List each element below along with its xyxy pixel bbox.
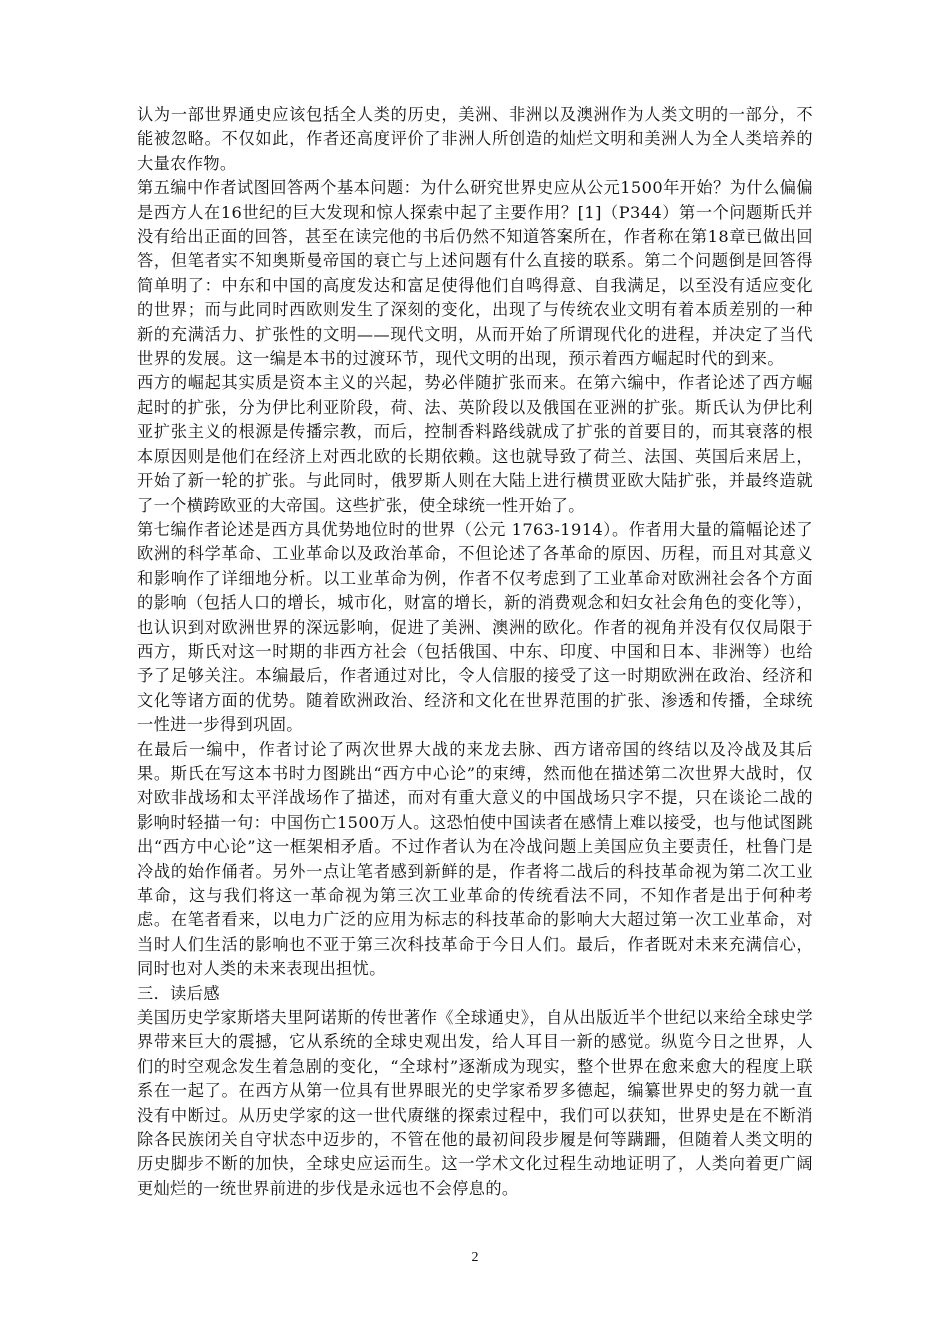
page-number: 2 <box>471 1250 479 1265</box>
paragraph-reflection: 美国历史学家斯塔夫里阿诺斯的传世著作《全球通史》，自从出版近半个世纪以来给全球史学界带来巨大的震撼，它从系统的全球史观出发，给人耳目一新的感觉。纵览今日之世界，人们的时空观念发生着急剧的变化，“全球村”逐渐成为现实，整个世界在愈来愈大的程度上联系在一起了。在西方从第一位具有世界眼光的史学家希罗多德起，编纂世界史的努力就一直没有中断过。从历史学家的这一世代赓继的探索过程中，我们可以获知，世界史是在不断消除各民族闭关自守状态中迈步的，不管在他的最初间段步履是何等蹒跚，但随着人类文明的历史脚步不断的加快，全球史应运而生。这一学术文化过程生动地证明了，人类向着更广阔更灿烂的一统世界前进的步伐是永远也不会停息的。 <box>137 1008 813 1198</box>
paragraph-part-seven: 第七编作者论述是西方具优势地位时的世界（公元 1763-1914）。作者用大量的篇幅论述了欧洲的科学革命、工业革命以及政治革命，不但论述了各革命的原因、历程，而且对其意义和影响作了详细地分析。以工业革命为例，作者不仅考虑到了工业革命对欧洲社会各个方面的影响（包括人口的增长，城市化，财富的增长，新的消费观念和妇女社会角色的变化等），也认识到对欧洲世界的深远影响，促进了美洲、澳洲的欧化。作者的视角并没有仅仅局限于西方，斯氏对这一时期的非西方社会（包括俄国、中东、印度、中国和日本、非洲等）也给予了足够关注。本编最后，作者通过对比，令人信服的接受了这一时期欧洲在政治、经济和文化等诸方面的优势。随着欧洲政治、经济和文化在世界范围的扩张、渗透和传播，全球统一性进一步得到巩固。 <box>137 519 813 735</box>
paragraph-part-five: 第五编中作者试图回答两个基本问题：为什么研究世界史应从公元1500年开始？为什么偏偏是西方人在16世纪的巨大发现和惊人探索中起了主要作用？[1]（P344）第一个问题斯氏并没有给出正面的回答，甚至在读完他的书后仍然不知道答案所在，作者称在第18章已做出回答，但笔者实不知奥斯曼帝国的衰亡与上述问题有什么直接的联系。第二个问题倒是回答得简单明了：中东和中国的高度发达和富足使得他们自鸣得意、自我满足，以至没有适应变化的世界；而与此同时西欧则发生了深刻的变化，出现了与传统农业文明有着本质差别的一种新的充满活力、扩张性的文明——现代文明，从而开始了所谓现代化的进程，并决定了当代世界的发展。这一编是本书的过渡环节，现代文明的出现，预示着西方崛起时代的到来。 <box>137 178 813 369</box>
document-body <box>137 103 813 1201</box>
paragraph-part-six: 西方的崛起其实质是资本主义的兴起，势必伴随扩张而来。在第六编中，作者论述了西方崛起时的扩张，分为伊比利亚阶段，荷、法、英阶段以及俄国在亚洲的扩张。斯氏认为伊比利亚扩张主义的根源是传播宗教，而后，控制香料路线就成了扩张的首要目的，而其衰落的根本原因则是他们在经济上对西北欧的长期依赖。这也就导致了荷兰、法国、英国后来居上，开始了新一轮的扩张。与此同时，俄罗斯人则在大陆上进行横贯亚欧大陆扩张，并最终造就了一个横跨欧亚的大帝国。这些扩张，使全球统一性开始了。 <box>137 373 813 515</box>
paragraph-final-part: 在最后一编中，作者讨论了两次世界大战的来龙去脉、西方诸帝国的终结以及冷战及其后果。斯氏在写这本书时力图跳出“西方中心论”的束缚，然而他在描述第二次世界大战时，仅对欧非战场和太平洋战场作了描述，而对有重大意义的中国战场只字不提，只在谈论二战的影响时轻描一句：中国伤亡1500万人。这恐怕使中国读者在感情上难以接受，也与他试图跳出“西方中心论”这一框架相矛盾。不过作者认为在冷战问题上美国应负主要责任，杜鲁门是冷战的始作俑者。另外一点让笔者感到新鲜的是，作者将二战后的科技革命视为第二次工业革命，这与我们将这一革命视为第三次工业革命的传统看法不同，不知作者是出于何种考虑。在笔者看来，以电力广泛的应用为标志的科技革命的影响大大超过第一次工业革命，对当时人们生活的影响也不亚于第三次科技革命于今日人们。最后，作者既对未来充满信心，同时也对人类的未来表现出担忧。 <box>137 739 813 979</box>
section-heading: 三．读后感 <box>137 983 220 1003</box>
paragraph-intro-continuation: 认为一部世界通史应该包括全人类的历史，美洲、非洲以及澳洲作为人类文明的一部分，不能被忽略。不仅如此，作者还高度评价了非洲人所创造的灿烂文明和美洲人为全人类培养的大量农作物。 <box>137 105 813 173</box>
